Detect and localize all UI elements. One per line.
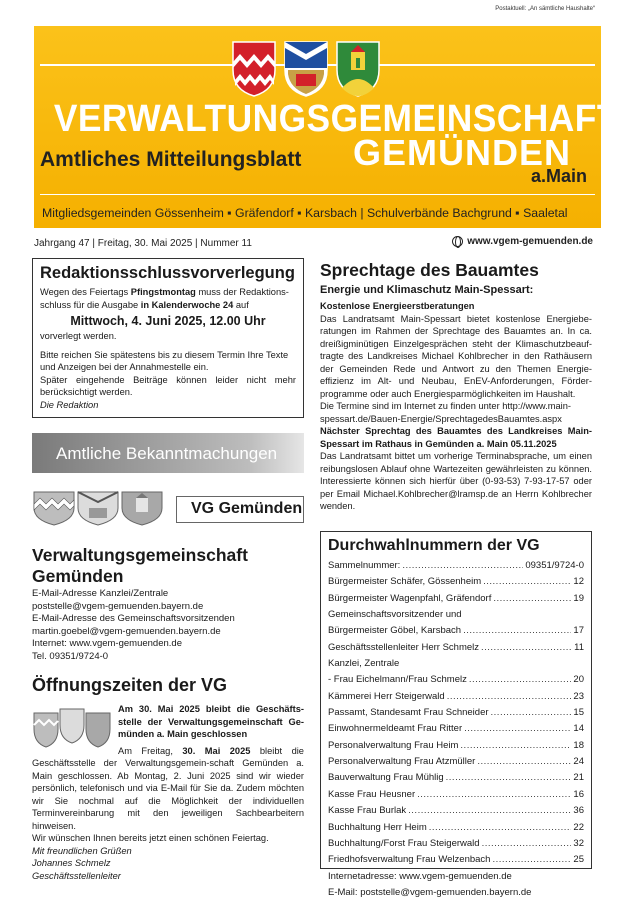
- leader-dots: [408, 803, 571, 819]
- leader-dots: [482, 836, 572, 852]
- leader-dots: [463, 623, 571, 639]
- leader-dots: [417, 787, 571, 803]
- durchwahl-row: [328, 803, 584, 819]
- vg-title: Verwaltungsgemeinschaft Gemünden: [32, 545, 248, 586]
- sprechtage-subtitle: Energie und Klimaschutz Main-Spessart:: [320, 284, 534, 296]
- durchwahl-label: Personalverwaltung Frau Atzmüller: [328, 756, 476, 768]
- leader-dots: [460, 738, 571, 754]
- durchwahl-label: Kasse Frau Burlak: [328, 805, 407, 817]
- redaktion-p2: Bitte reichen Sie spätestens bis zu diesem Termin Ihre Texte und Anzeigen bei der Annahmestelle ein.: [40, 349, 289, 372]
- redaktion-intro: Wegen des Feiertags Pfingstmontag muss der Redaktions-schluss für die Ausgabe in Kalenderwoche 24 auf: [40, 287, 289, 310]
- oeffnung-p1: Am Freitag, 30. Mai 2025 bleibt die Geschäftsstelle der Verwaltungsgemein-schaft Gemünden a. Main geschlossen. Ab Montag, 2. Juni 2025 sind wir wieder persönlich, telefonisch und via E-Mail für Sie da. Zudem möchten wir Sie nochmal auf die Möglichkeit der individuellen Terminvereinbarung mit den jeweiligen Sachbearbeitern hinweisen.: [32, 745, 304, 831]
- sprechtage-section: [320, 260, 592, 513]
- durchwahl-row: [328, 852, 584, 868]
- durchwahl-row: [328, 656, 584, 672]
- masthead-banner: [34, 26, 619, 228]
- durchwahl-number: 22: [573, 821, 584, 833]
- crest-graefendorf-gray-icon: [76, 490, 120, 526]
- durchwahl-number: 36: [573, 805, 584, 817]
- banner-rule-mid: [40, 194, 595, 195]
- postal-note: Postaktuell: „An sämtliche Haushalte“: [495, 6, 595, 12]
- email-link[interactable]: poststelle@vgem-gemuenden.bayern.de: [32, 600, 204, 612]
- durchwahl-label: Personalverwaltung Frau Heim: [328, 739, 459, 751]
- sprechtage-p3: Nächster Sprechtag des Bauamtes des Landkreises Main-Spessart im Rathaus in Gemünden a. Main 05.11.2025: [320, 426, 592, 449]
- leader-dots: [429, 820, 572, 836]
- durchwahl-label: Sammelnummer:: [328, 560, 401, 571]
- durchwahl-row: [328, 607, 584, 623]
- durchwahl-label: Kämmerei Herr Steigerwald: [328, 690, 445, 702]
- durchwahl-label: Kasse Frau Heusner: [328, 788, 416, 800]
- leader-dots: [492, 852, 571, 868]
- oeffnung-title: Öffnungszeiten der VG: [32, 675, 228, 695]
- durchwahl-list: [328, 558, 584, 901]
- vg-bar: [32, 490, 304, 526]
- durchwahl-row: [328, 689, 584, 705]
- durchwahl-row: [328, 820, 584, 836]
- crest-karsbach-gray-icon: [120, 490, 164, 526]
- durchwahl-label: Buchhaltung Herr Heim: [328, 821, 427, 833]
- leader-dots: [447, 689, 572, 705]
- durchwahl-number: 19: [573, 592, 584, 604]
- durchwahl-number: 15: [573, 707, 584, 719]
- durchwahl-number: 18: [573, 739, 584, 751]
- oeffnung-bold: Am 30. Mai 2025 bleibt die Geschäfts-stelle der Verwaltungsgemeinschaft Ge-münden a. Main geschlossen: [118, 704, 304, 739]
- durchwahl-title: Durchwahlnummern der VG: [328, 537, 540, 554]
- durchwahl-number: 09351/9724-0: [525, 560, 584, 571]
- sprechtage-kostenlos: Kostenlose Energieerstberatungen: [320, 301, 475, 311]
- leader-dots: [464, 721, 571, 737]
- masthead-subtitle: Amtliches Mitteilungsblatt: [40, 148, 302, 171]
- durchwahl-row: [328, 591, 584, 607]
- durchwahl-label: Bürgermeister Göbel, Karsbach: [328, 625, 462, 637]
- durchwahl-label: E-Mail: poststelle@vgem-gemuenden.bayern.de: [328, 886, 532, 898]
- durchwahl-label: Internetadresse: www.vgem-gemuenden.de: [328, 870, 512, 882]
- durchwahl-row: [328, 836, 584, 852]
- durchwahl-label: Gemeinschaftsvorsitzender und: [328, 609, 462, 621]
- durchwahl-row: [328, 640, 584, 656]
- durchwahl-row: [328, 869, 584, 885]
- redaktion-sign: Die Redaktion: [40, 399, 99, 410]
- durchwahl-number: 24: [573, 756, 584, 768]
- durchwahl-label: Bürgermeister Wagenpfahl, Gräfendorf: [328, 592, 492, 604]
- issue-line: Jahrgang 47 | Freitag, 30. Mai 2025 | Nummer 11: [34, 238, 252, 249]
- crest-goessenheim-gray-icon: [32, 490, 76, 526]
- durchwahl-number: 21: [573, 772, 584, 784]
- durchwahl-number: 11: [574, 641, 584, 653]
- member-communities: Mitgliedsgemeinden Gössenheim ▪ Gräfendorf ▪ Karsbach | Schulverbände Bachgrund ▪ Saaletal: [42, 206, 568, 220]
- durchwahl-label: Passamt, Standesamt Frau Schneider: [328, 707, 489, 719]
- leader-dots: [477, 754, 571, 770]
- email-link[interactable]: martin.goebel@vgem-gemuenden.bayern.de: [32, 625, 221, 637]
- durchwahl-row: [328, 721, 584, 737]
- crest-cluster-icon: [32, 707, 112, 755]
- sprechtage-p2: Die Termine sind im Internet zu finden unter http://www.main-spessart.de/Bauen-Energie/SprechtagedesBauamtes.aspx: [320, 401, 571, 424]
- durchwahl-number: 23: [573, 690, 584, 702]
- sprechtage-p4: Das Landratsamt bittet um vorherige Terminabsprache, um einen reibungslosen Ablauf ohne Wartezeiten gewährleisten zu können. Interessierte können sich hierfür über (0-93-53) 7-93-17-57 oder per Email Michael.Kohlbrecher@lramsp.de an Herrn Kohlbrecher wenden.: [320, 451, 592, 511]
- crest-karsbach-icon: [334, 40, 382, 98]
- crest-goessenheim-icon: [230, 40, 278, 98]
- durchwahl-number: 25: [573, 854, 584, 866]
- durchwahl-label: - Frau Eichelmann/Frau Schmelz: [328, 674, 467, 686]
- durchwahl-row: [328, 885, 584, 901]
- durchwahl-label: Buchhaltung/Forst Frau Steigerwald: [328, 837, 480, 849]
- durchwahl-row: [328, 754, 584, 770]
- redaktion-title: Redaktionsschlussvorverlegung: [40, 264, 295, 282]
- oeffnung-sign1: Mit freundlichen Grüßen: [32, 845, 132, 856]
- durchwahl-row: [328, 672, 584, 688]
- leader-dots: [446, 770, 572, 786]
- crest-graefendorf-icon: [282, 40, 330, 98]
- vg-label: VG Gemünden: [176, 496, 304, 523]
- durchwahl-label: Einwohnermeldeamt Frau Ritter: [328, 723, 463, 735]
- durchwahl-label: Friedhofsverwaltung Frau Welzenbach: [328, 854, 491, 866]
- globe-icon: [452, 236, 463, 247]
- website-text[interactable]: www.vgem-gemuenden.de: [467, 236, 593, 247]
- leader-dots: [481, 640, 572, 656]
- durchwahl-row: [328, 770, 584, 786]
- durchwahl-row: [328, 574, 584, 590]
- durchwahl-number: 14: [573, 723, 584, 735]
- vg-contact: E-Mail-Adresse Kanzlei/Zentrale poststelle@vgem-gemuenden.bayern.de E-Mail-Adresse des Gemeinschaftsvorsitzenden martin.goebel@vgem-gemuenden.bayern.de Internet: www.vgem-gemuenden.de Tel. 09351/9724-0: [32, 588, 304, 664]
- durchwahl-number: 32: [573, 837, 584, 849]
- vg-crests: [32, 490, 164, 526]
- redaktion-after: vorverlegt werden.: [40, 331, 117, 341]
- durchwahl-number: 16: [573, 788, 584, 800]
- website-link[interactable]: [452, 236, 593, 247]
- durchwahl-row: [328, 558, 584, 574]
- durchwahl-label: Bürgermeister Schäfer, Gössenheim: [328, 576, 482, 588]
- durchwahl-number: 12: [573, 576, 584, 588]
- redaktion-box: [32, 258, 304, 418]
- leader-dots: [493, 591, 571, 607]
- leader-dots: [483, 574, 571, 590]
- oeffnung-sign2: Johannes Schmelz: [32, 858, 111, 868]
- durchwahl-label: Bauverwaltung Frau Mühlig: [328, 772, 444, 784]
- oeffnung-sign3: Geschäftsstellenleiter: [32, 870, 121, 881]
- oeffnung-crests: [32, 707, 112, 755]
- durchwahl-number: 17: [573, 625, 584, 637]
- durchwahl-label: Geschäftsstellenleiter Herr Schmelz: [328, 641, 479, 653]
- oeffnung-p2: Wir wünschen Ihnen bereits jetzt einen schönen Feiertag.: [32, 833, 269, 843]
- masthead-town: GEMÜNDEN: [352, 132, 571, 173]
- redaktion-deadline: Mittwoch, 4. Juni 2025, 12.00 Uhr: [70, 314, 266, 328]
- durchwahl-box: [320, 531, 592, 898]
- durchwahl-row: [328, 787, 584, 803]
- sprechtage-p1: Das Landratsamt Main-Spessart bietet kostenlose Energiebe-ratungen im Rahmen der Sprechtage des Bauamtes an. In ca. dreißigminütigen Einzelgesprächen steht der Klimaschutzbeauf-tragte des Landkreises Michael Kohlbrecher in den Rathäusern der Gemeinden Rede und Antwort zu den Themen Energie-effizienz im Alt- und Neubau, EnEV-Anforderungen, Förder-programme oder auch Energiesparmöglichkeiten im Haushalt.: [320, 313, 592, 399]
- durchwahl-row: [328, 623, 584, 639]
- masthead-town-suffix: a.Main: [530, 166, 587, 186]
- masthead-title: VERWALTUNGSGEMEINSCHAFT: [53, 98, 619, 140]
- redaktion-p3: Später eingehende Beiträge können leider nicht mehr berücksichtigt werden.: [40, 374, 296, 397]
- durchwahl-row: [328, 738, 584, 754]
- oeffnung-body: [32, 703, 304, 882]
- leader-dots: [402, 558, 523, 574]
- durchwahl-label: Kanzlei, Zentrale: [328, 658, 400, 670]
- crests-group: [230, 40, 382, 98]
- leader-dots: [491, 705, 572, 721]
- durchwahl-number: 20: [573, 674, 584, 686]
- sprechtage-title: Sprechtage des Bauamtes: [320, 260, 539, 280]
- durchwahl-row: [328, 705, 584, 721]
- leader-dots: [469, 672, 572, 688]
- amtliche-header: Amtliche Bekanntmachungen: [32, 433, 304, 473]
